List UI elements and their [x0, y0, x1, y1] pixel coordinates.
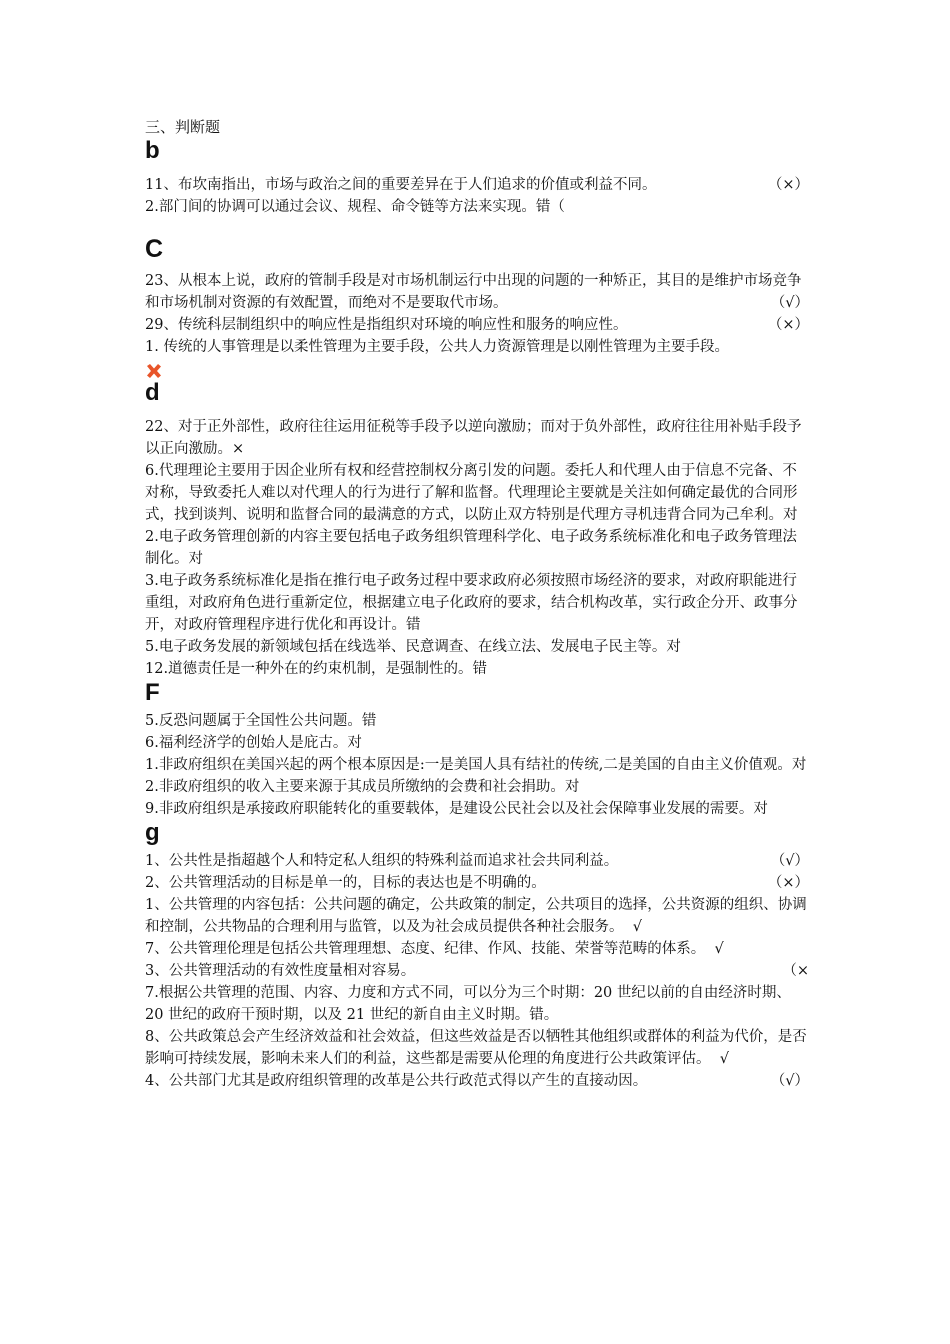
letter-heading-c: C — [145, 235, 164, 263]
question-item: 1. 传统的人事管理是以柔性管理为主要手段，公共人力资源管理是以刚性管理为主要手段。 — [145, 339, 729, 355]
question-item: 5.电子政务发展的新领域包括在线选举、民意调查、在线立法、发展电子民主等。对 — [145, 639, 681, 655]
question-item: 3、公共管理活动的有效性度量相对容易。 （× — [145, 963, 809, 979]
question-item: 6.福利经济学的创始人是庇古。对 — [145, 735, 362, 751]
question-item: 7、公共管理伦理是包括公共管理理想、态度、纪律、作风、技能、荣誉等范畴的体系。 √ — [145, 941, 724, 957]
question-item: 1.非政府组织在美国兴起的两个根本原因是:一是美国人具有结社的传统,二是美国的自由主义价值观。对 — [145, 757, 807, 773]
question-item: 23、从根本上说，政府的管制手段是对市场机制运行中出现的问题的一种矫正，其目的是维护市场竞争和市场机制对资源的有效配置，而绝对不是要取代市场。 （√） — [145, 273, 809, 311]
question-item: 11、布坎南指出，市场与政治之间的重要差异在于人们追求的价值或利益不同。 （×） — [145, 177, 809, 193]
question-item: 5.反恐问题属于全国性公共问题。错 — [145, 713, 377, 729]
question-item: 1、公共性是指超越个人和特定私人组织的特殊利益而追求社会共同利益。 （√） — [145, 853, 809, 869]
question-item: 3.电子政务系统标准化是指在推行电子政务过程中要求政府必须按照市场经济的要求，对政府职能进行重组，对政府角色进行重新定位，根据建立电子化政府的要求，结合机构改革，实行政企分开、政事分开，对政府管理程序进行优化和再设计。错 — [145, 573, 798, 633]
question-item: 2、公共管理活动的目标是单一的，目标的表达也是不明确的。 （×） — [145, 875, 809, 891]
question-item: 6.代理理论主要用于因企业所有权和经营控制权分离引发的问题。委托人和代理人由于信息不完备、不对称，导致委托人难以对代理人的行为进行了解和监督。代理理论主要就是关注如何确定最优的合同形式，找到谈判、说明和监督合同的最满意的方式，以防止双方特别是代理方寻机违背合同为己牟利。对 — [145, 463, 798, 523]
letter-heading-b: b — [145, 137, 160, 164]
section-heading: 三、判断题 — [145, 118, 221, 136]
question-item: 2.电子政务管理创新的内容主要包括电子政务组织管理科学化、电子政务系统标准化和电子政务管理法制化。对 — [145, 529, 797, 567]
question-item: 4、公共部门尤其是政府组织管理的改革是公共行政范式得以产生的直接动因。 （√） — [145, 1073, 809, 1089]
cross-icon — [145, 362, 163, 380]
question-item: 1、公共管理的内容包括：公共问题的确定，公共政策的制定，公共项目的选择，公共资源的组织、协调和控制，公共物品的合理利用与监管，以及为社会成员提供各种社会服务。 √ — [145, 897, 807, 935]
question-item: 2.部门间的协调可以通过会议、规程、命令链等方法来实现。错（ — [145, 199, 565, 215]
question-item: 2.非政府组织的收入主要来源于其成员所缴纳的会费和社会捐助。对 — [145, 779, 580, 795]
question-item: 7.根据公共管理的范围、内容、力度和方式不同，可以分为三个时期：20 世纪以前的自由经济时期、20 世纪的政府干预时期，以及 21 世纪的新自由主义时期。错。 — [145, 985, 791, 1023]
letter-heading-f: F — [145, 679, 160, 706]
question-item: 22、对于正外部性，政府往往运用征税等手段予以逆向激励；而对于负外部性，政府往往用补贴手段予以正向激励。× — [145, 419, 802, 457]
letter-heading-d: d — [145, 379, 160, 406]
letter-heading-g: g — [145, 819, 160, 846]
question-item: 9.非政府组织是承接政府职能转化的重要载体，是建设公民社会以及社会保障事业发展的需要。对 — [145, 801, 768, 817]
question-item: 12.道德责任是一种外在的约束机制，是强制性的。错 — [145, 661, 488, 677]
question-item: 8、公共政策总会产生经济效益和社会效益，但这些效益是否以牺牲其他组织或群体的利益为代价，是否影响可持续发展，影响未来人们的利益，这些都是需要从伦理的角度进行公共政策评估。 √ — [145, 1029, 807, 1067]
question-item: 29、传统科层制组织中的响应性是指组织对环境的响应性和服务的响应性。 （×） — [145, 317, 809, 333]
document-page — [145, 116, 809, 1092]
